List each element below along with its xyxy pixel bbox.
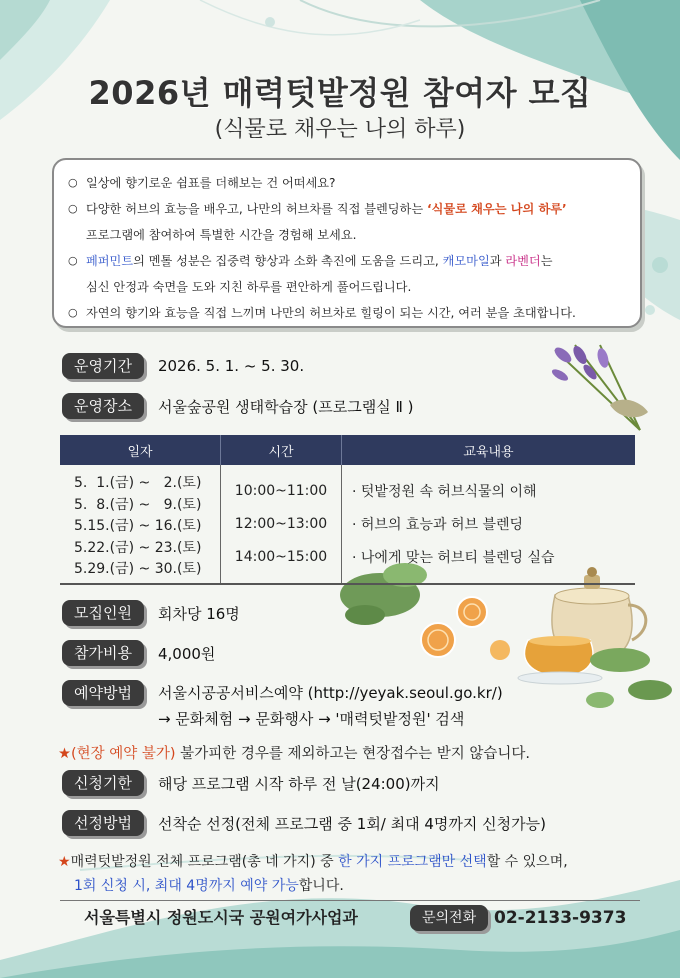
time-item: 12:00~13:00 [234,515,328,532]
place-row [62,393,413,419]
header-date: 일자 [127,444,153,460]
place-value: 서울숲공원 생태학습장 (프로그램실 Ⅱ ) [157,397,414,416]
deadline-label: 신청기한 [62,770,144,796]
contact-phone[interactable]: 02-2133-9373 [494,908,627,928]
intro-text-continued: 프로그램에 참여하여 특별한 시간을 경험해 보세요. [86,228,357,242]
star-icon: ★ [58,746,71,762]
final-note-line [58,850,568,874]
reserve-row [62,680,503,732]
topic-item: · 나에게 맞는 허브티 블렌딩 실습 [352,549,555,566]
lavender-highlight: 라벤더 [505,254,541,268]
circle-bullet-icon: ○ [68,202,78,215]
time-item: 10:00~11:00 [234,483,328,500]
intro-box [52,158,642,328]
selection-label: 선정방법 [62,810,144,836]
header-content: 교육내용 [463,444,514,460]
date-item: 5.15.(금) ~ 16.(토) [74,518,202,534]
topic-column [342,465,635,583]
final-note-highlight: 1회 신청 시, 최대 4명까지 예약 가능 [74,878,299,894]
topic-item: · 허브의 효능과 허브 블렌딩 [352,516,524,533]
date-item: 5.22.(금) ~ 23.(토) [74,539,202,556]
peppermint-highlight: 페퍼민트 [86,254,134,268]
date-item: 5. 8.(금) ~ 9.(토) [74,496,202,513]
date-item: 5.29.(금) ~ 30.(토) [74,561,202,577]
intro-text: 일상에 향기로운 쉼표를 더해보는 건 어떠세요? [86,176,336,190]
onsite-note-highlight: (현장 예약 불가) [71,746,176,762]
footer-divider [60,900,640,901]
capacity-value: 회차당 16명 [157,604,240,623]
period-value: 2026. 5. 1. ~ 5. 30. [157,357,305,375]
fee-value: 4,000원 [157,644,216,663]
fee-row [62,640,215,666]
selection-value: 선착순 선정(전체 프로그램 중 1회/ 최대 4명까지 신청가능) [157,814,546,833]
intro-text-part: 과 [489,254,506,268]
intro-text [86,196,567,222]
contact-label: 문의전화 [410,905,488,931]
date-column [60,465,220,583]
place-label: 운영장소 [62,393,144,419]
chamomile-highlight: 캐모마일 [442,254,490,268]
header-time: 시간 [220,435,342,465]
intro-item [68,170,630,196]
onsite-note [58,742,530,763]
topic-item: · 텃밭정원 속 허브식물의 이해 [352,484,537,501]
capacity-label: 모집인원 [62,600,144,626]
deadline-row [62,770,440,796]
intro-text [86,248,552,274]
onsite-note-text: 불가피한 경우를 제외하고는 현장접수는 받지 않습니다. [175,746,531,762]
reserve-path: → 문화체험 → 문화행사 → '매력텃밭정원' 검색 [157,710,465,728]
intro-text-part: 다양한 허브의 효능을 배우고, 나만의 허브차를 직접 블렌딩하는 [86,202,427,216]
final-note-text: 할 수 있으며, [486,854,568,870]
final-note-text: 매력텃밭정원 전체 프로그램(총 네 가지) 중 [70,854,339,870]
intro-item [68,300,630,326]
period-row [62,353,304,379]
final-note-highlight: 한 가지 프로그램만 선택 [338,854,487,870]
intro-item [68,248,630,274]
period-label: 운영기간 [62,353,144,379]
final-note-text: 합니다. [298,878,344,894]
reserve-label: 예약방법 [62,680,144,706]
intro-text-part: 는 [540,254,553,268]
intro-item [68,196,630,222]
circle-bullet-icon: ○ [68,254,78,267]
date-item: 5. 1.(금) ~ 2.(토) [74,475,202,491]
page-subtitle: (식물로 채우는 나의 하루) [214,117,466,142]
deadline-value: 해당 프로그램 시작 하루 전 날(24:00)까지 [157,774,440,793]
time-item: 14:00~15:00 [234,548,328,565]
star-icon: ★ [58,854,71,870]
reserve-value [158,680,503,732]
intro-text-part: 의 멘톨 성분은 집중력 향상과 소화 촉진에 도움을 드리고, [133,254,443,268]
reserve-site: 서울시공공서비스예약 (http://yeyak.seoul.go.kr/) [157,684,503,702]
schedule-header [60,435,635,465]
time-column [220,465,342,583]
circle-bullet-icon: ○ [68,176,78,189]
final-note-line [58,874,568,898]
program-name-highlight: ‘식물로 채우는 나의 하루’ [426,202,567,216]
capacity-row [62,600,240,626]
intro-text: 자연의 향기와 효능을 직접 느끼며 나만의 허브차로 힐링이 되는 시간, 여러 분을 초대합니다. [86,306,576,320]
intro-text-continued: 심신 안정과 숙면을 도와 지친 하루를 편안하게 풀어드립니다. [86,280,412,294]
footer-organization: 서울특별시 정원도시국 공원여가사업과 [84,908,358,927]
schedule-body [60,465,635,585]
page-title: 2026년 매력텃밭정원 참여자 모집 [88,74,592,112]
final-note [58,850,568,898]
circle-bullet-icon: ○ [68,306,78,319]
schedule-table [60,435,635,585]
fee-label: 참가비용 [62,640,144,666]
selection-row [62,810,546,836]
